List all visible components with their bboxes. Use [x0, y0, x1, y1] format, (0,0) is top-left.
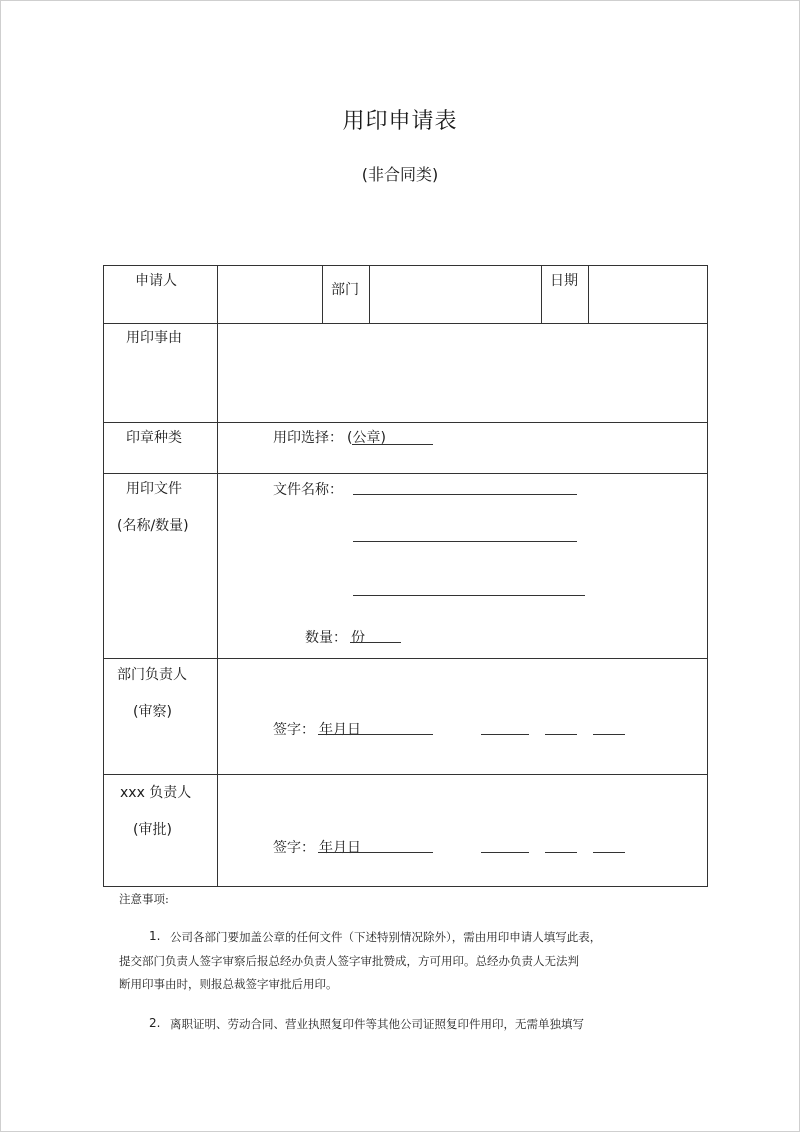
- dept-year-line[interactable]: [481, 734, 529, 735]
- column-divider: [541, 266, 542, 323]
- note-2-number: 2.: [149, 1016, 161, 1030]
- xxx-signature-label: 签字：: [273, 840, 315, 856]
- seal-choice-underline: [352, 444, 433, 445]
- date-field[interactable]: [589, 266, 706, 322]
- xxx-date-placeholder: 年月日: [319, 840, 361, 856]
- xxx-head-label: xxx 负责人: [120, 785, 192, 801]
- dept-signature-label: 签字：: [273, 722, 315, 738]
- row-divider: [104, 658, 707, 659]
- row-divider: [104, 422, 707, 423]
- row-divider: [104, 473, 707, 474]
- xxx-head-sublabel: (审批): [133, 822, 172, 838]
- file-name-line-2[interactable]: [353, 541, 577, 542]
- note-1-line-2: 提交部门负责人签字审察后报总经办负责人签字审批赞成，方可用印。总经办负责人无法判: [119, 954, 579, 968]
- seal-application-form: [103, 265, 708, 887]
- notes-heading: 注意事项:: [119, 892, 169, 906]
- file-name-line-1[interactable]: [353, 494, 577, 495]
- file-name-label: 文件名称：: [273, 482, 343, 498]
- quantity-underline[interactable]: [350, 642, 401, 643]
- dept-day-line[interactable]: [593, 734, 625, 735]
- applicant-label: 申请人: [135, 273, 177, 289]
- date-label: 日期: [550, 273, 578, 289]
- dept-head-label: 部门负责人: [117, 667, 187, 683]
- file-name-line-3[interactable]: [353, 595, 585, 596]
- xxx-day-line[interactable]: [593, 852, 625, 853]
- xxx-year-line[interactable]: [481, 852, 529, 853]
- department-label: 部门: [331, 282, 359, 298]
- department-field[interactable]: [370, 266, 540, 322]
- seal-type-label: 印章种类: [126, 430, 182, 446]
- applicant-field[interactable]: [218, 266, 321, 322]
- quantity-unit: 份: [351, 630, 365, 646]
- note-1-number: 1.: [149, 929, 161, 943]
- reason-label: 用印事由: [126, 330, 182, 346]
- xxx-month-line[interactable]: [545, 852, 577, 853]
- page-title: 用印申请表: [342, 109, 458, 134]
- row-divider: [104, 774, 707, 775]
- dept-signature-line[interactable]: [318, 734, 433, 735]
- document-sublabel: (名称/数量): [117, 518, 189, 534]
- xxx-signature-line[interactable]: [318, 852, 433, 853]
- seal-choice-label: 用印选择：: [273, 430, 343, 446]
- reason-field[interactable]: [218, 324, 706, 421]
- seal-choice-value[interactable]: (公章): [347, 430, 386, 446]
- note-1-line-3: 断用印事由时，则报总裁签字审批后用印。: [119, 977, 338, 991]
- dept-month-line[interactable]: [545, 734, 577, 735]
- note-2-text: 离职证明、劳动合同、营业执照复印件等其他公司证照复印件用印，无需单独填写: [170, 1017, 584, 1031]
- column-divider: [322, 266, 323, 323]
- quantity-label: 数量：: [305, 630, 347, 646]
- note-1-line-1: 公司各部门要加盖公章的任何文件（下述特别情况除外），需由用印申请人填写此表，: [170, 930, 602, 944]
- page-subtitle: (非合同类): [361, 165, 439, 184]
- document-label: 用印文件: [126, 481, 182, 497]
- dept-head-sublabel: (审察): [133, 704, 172, 720]
- dept-date-placeholder: 年月日: [319, 722, 361, 738]
